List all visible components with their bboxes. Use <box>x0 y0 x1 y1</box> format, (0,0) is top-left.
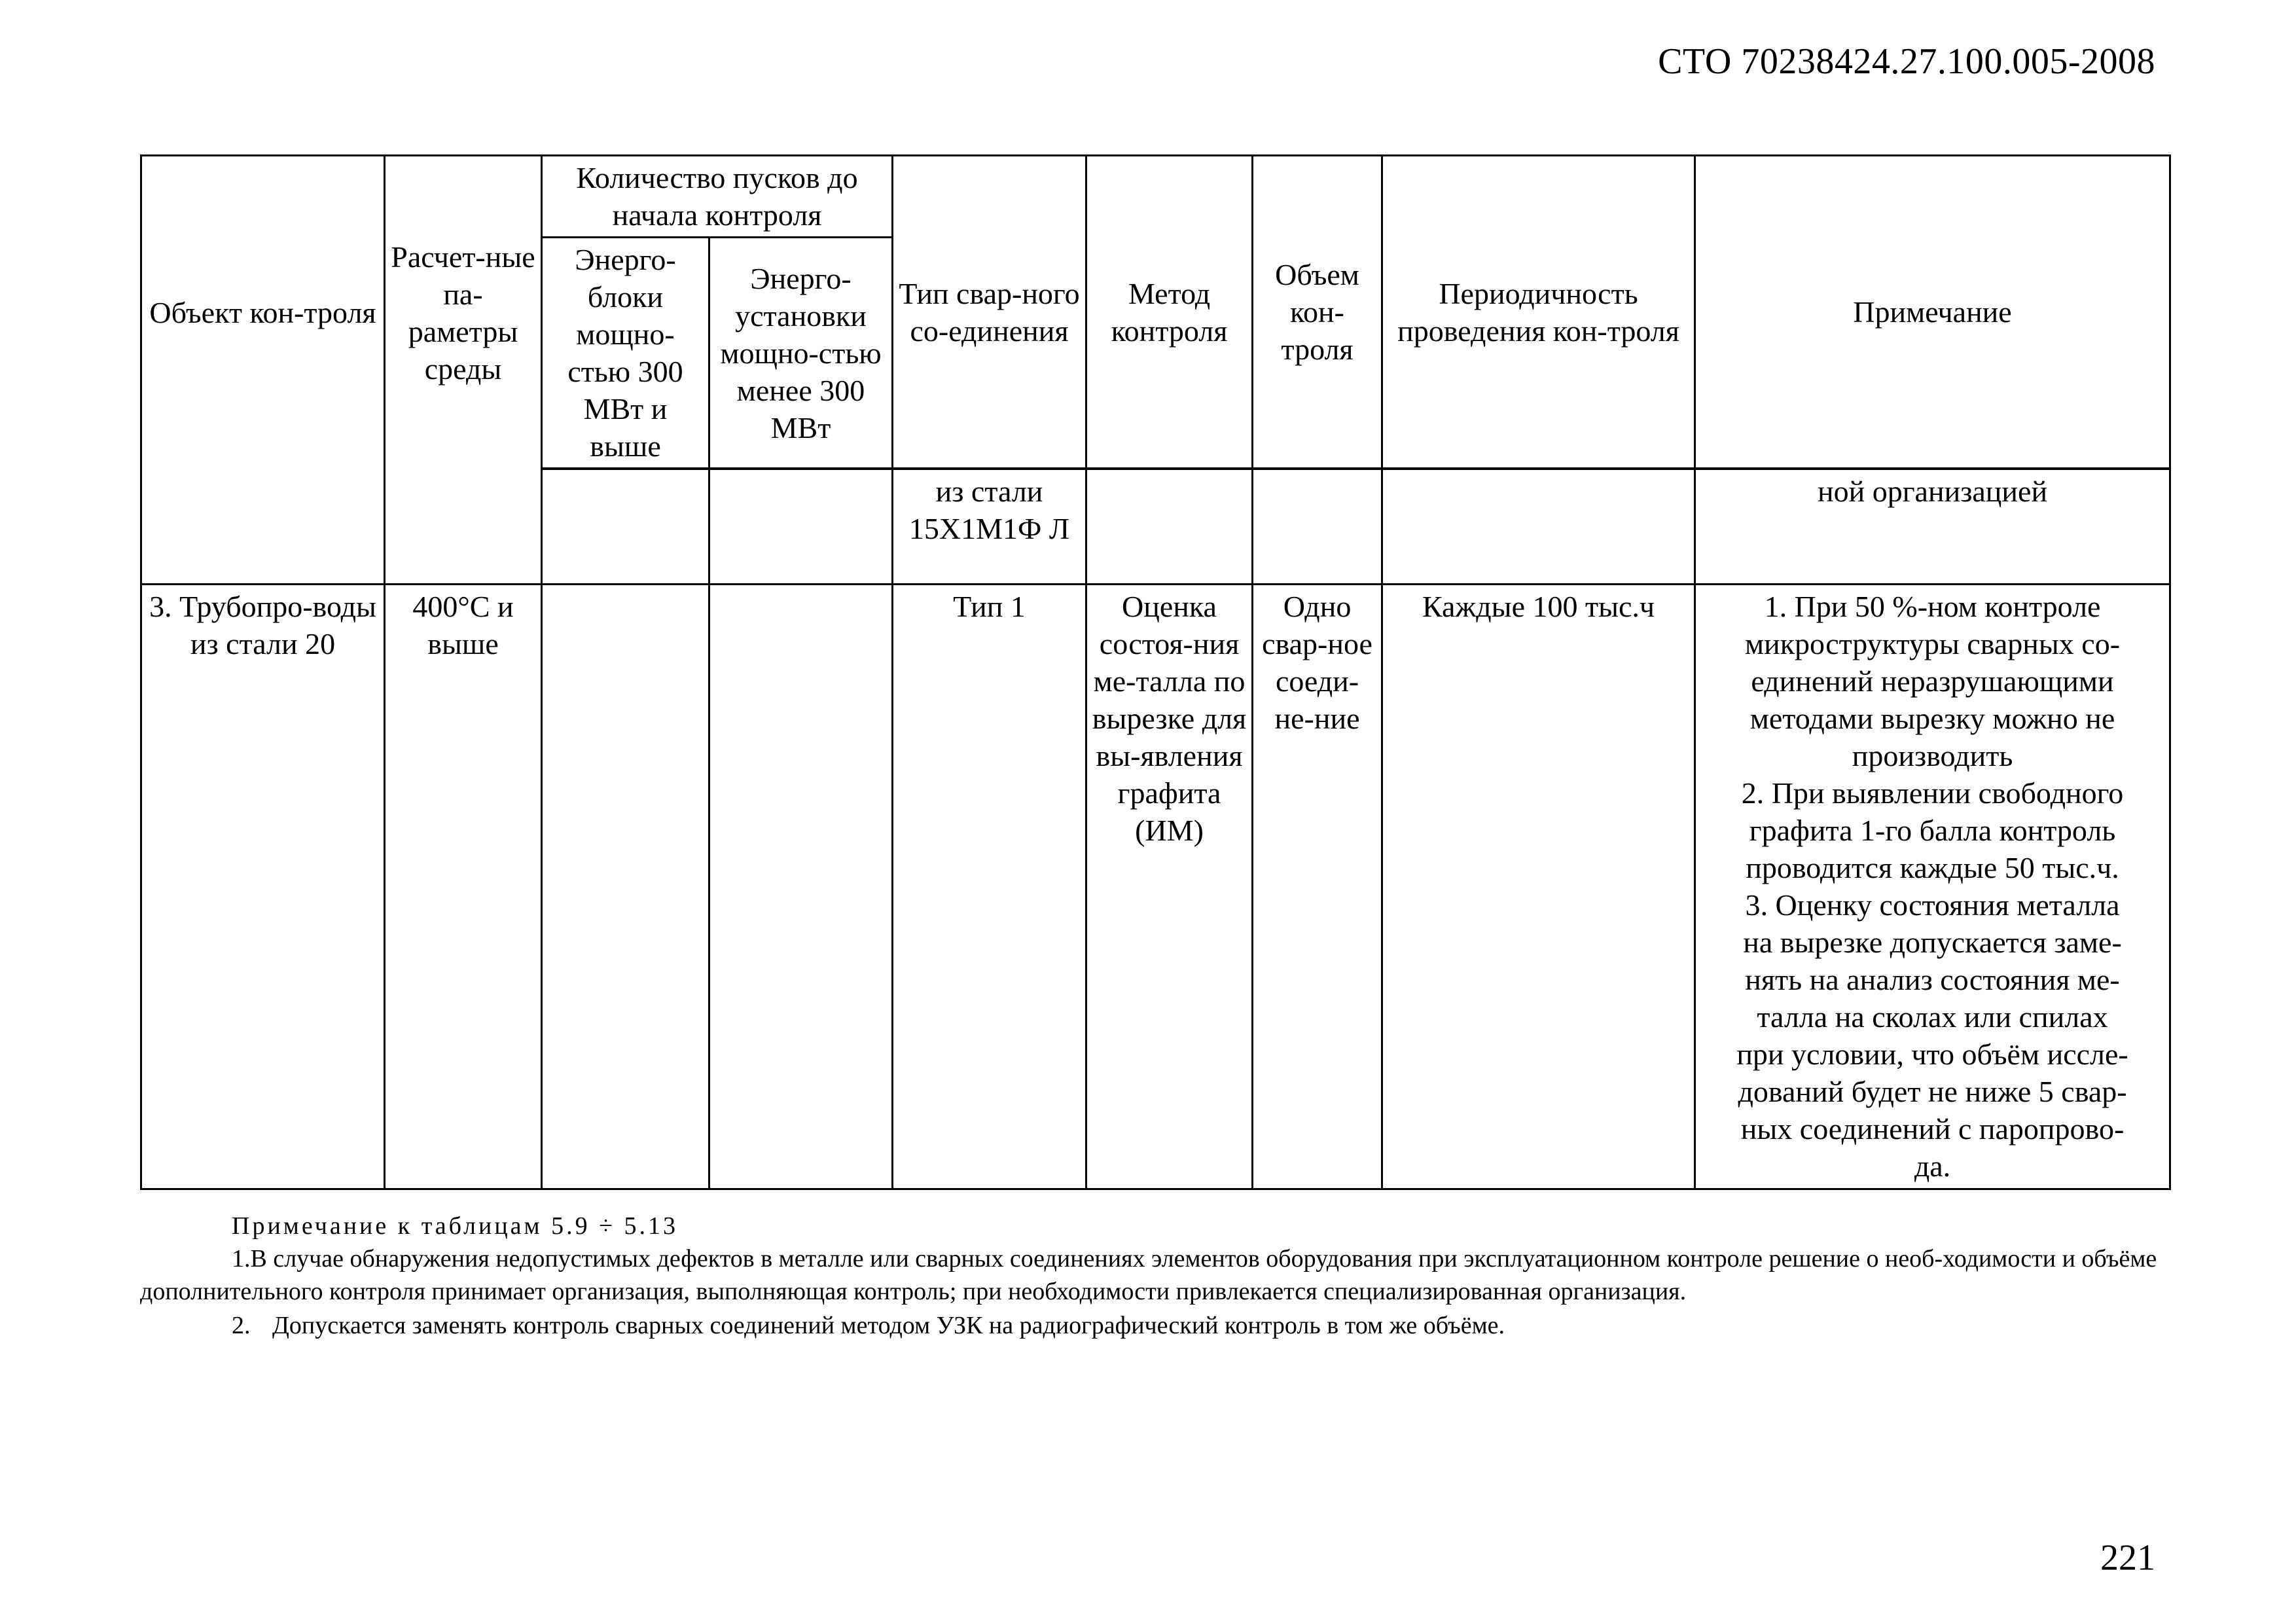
header-params: Расчет-ные па-раметры среды <box>385 156 542 469</box>
cont-volume-cell <box>1253 469 1382 584</box>
table-notes <box>140 1210 2169 1342</box>
cont-object-cell <box>141 469 385 584</box>
continuation-row <box>141 469 2170 584</box>
data-object: 3. Трубопро-воды из стали 20 <box>141 584 385 1189</box>
note-line: производить <box>1852 738 2013 772</box>
note-line: 1. При 50 %-ном контроле <box>1764 589 2101 623</box>
cont-periodicity-cell <box>1382 469 1695 584</box>
header-starts-group: Количество пусков до начала контроля <box>542 156 893 238</box>
cont-params-cell <box>385 469 542 584</box>
note-paragraph-1: 1.В случае обнаружения недопустимых дефектов в металле или сварных соединениях элементов оборудования при эксплуатационном контроле решение о необ-ходимости и объёме дополнительного контроля принимает организация, выполняющая контроль; при необходимости привлекается специализированная организация. <box>140 1245 2157 1305</box>
document-code: СТО 70238424.27.100.005-2008 <box>1658 41 2155 82</box>
note-line: ных соединений с паропрово- <box>1740 1111 2125 1146</box>
header-starts-small: Энерго-установки мощно-стью менее 300 МВт <box>709 238 893 469</box>
header-row-1 <box>141 156 2170 238</box>
data-starts-large <box>542 584 709 1189</box>
header-note: Примечание <box>1695 156 2170 469</box>
header-weld-type: Тип свар-ного со-единения <box>893 156 1086 469</box>
note-line: 2. При выявлении свободного <box>1741 776 2124 810</box>
cont-starts-small-cell <box>709 469 893 584</box>
note-line: 3. Оценку состояния металла <box>1745 888 2120 922</box>
note-line: методами вырезку можно не <box>1749 701 2115 735</box>
data-periodicity: Каждые 100 тыс.ч <box>1382 584 1695 1189</box>
note-line: единений неразрушающими <box>1751 664 2114 698</box>
note-2-text: Допускается заменять контроль сварных соединений методом УЗК на радиографический контроль в том же объёме. <box>272 1312 1505 1339</box>
control-table <box>140 154 2171 1190</box>
note-line: дований будет не ниже 5 свар- <box>1738 1074 2127 1108</box>
note-line: да. <box>1914 1149 1951 1183</box>
data-params: 400°С и выше <box>385 584 542 1189</box>
note-line: проводится каждые 50 тыс.ч. <box>1746 850 2119 884</box>
note-line: талла на сколах или спилах <box>1757 1000 2108 1034</box>
data-note <box>1695 584 2170 1189</box>
data-method: Оценка состоя-ния ме-талла по вырезке для вы-явления графита (ИМ) <box>1086 584 1253 1189</box>
note-line: на вырезке допускается заме- <box>1743 925 2122 959</box>
data-starts-small <box>709 584 893 1189</box>
header-starts-large: Энерго-блоки мощно-стью 300 МВт и выше <box>542 238 709 469</box>
header-periodicity: Периодичность проведения кон-троля <box>1382 156 1695 469</box>
page-number: 221 <box>2100 1538 2155 1578</box>
header-volume: Объем кон-троля <box>1253 156 1382 469</box>
note-line: графита 1-го балла контроль <box>1749 813 2116 847</box>
header-object: Объект кон-троля <box>141 156 385 469</box>
data-row <box>141 584 2170 1189</box>
cont-note: ной организацией <box>1695 469 2170 584</box>
note-paragraph-2 <box>232 1309 2169 1342</box>
note-line: микроструктуры сварных со- <box>1744 626 2121 660</box>
data-weld-type: Тип 1 <box>893 584 1086 1189</box>
note-2-number: 2. <box>232 1312 251 1339</box>
cont-method-cell <box>1086 469 1253 584</box>
note-line: нять на анализ состояния ме- <box>1745 962 2120 996</box>
cont-starts-large-cell <box>542 469 709 584</box>
header-method: Метод контроля <box>1086 156 1253 469</box>
notes-title: Примечание к таблицам 5.9 ÷ 5.13 <box>232 1212 678 1240</box>
note-line: при условии, что объём иссле- <box>1736 1037 2128 1071</box>
data-volume: Одно свар-ное соеди-не-ние <box>1253 584 1382 1189</box>
cont-weld-type: из стали 15Х1М1Ф Л <box>893 469 1086 584</box>
